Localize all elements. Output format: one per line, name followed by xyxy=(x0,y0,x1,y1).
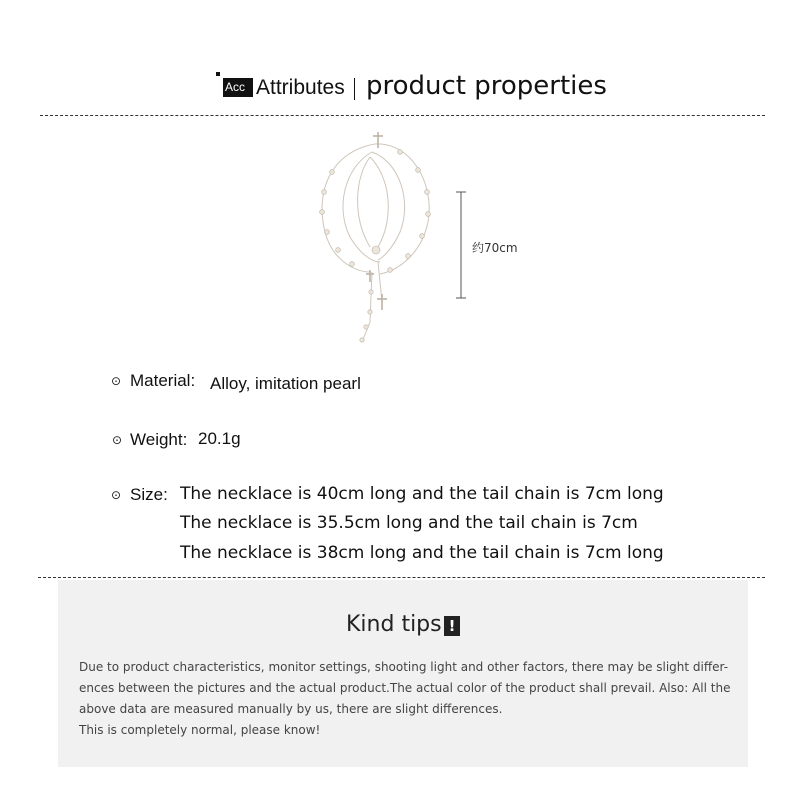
size-label: Size: xyxy=(130,485,168,504)
acc-badge: Acc xyxy=(223,78,253,97)
material-label: Material: xyxy=(130,371,196,390)
tips-line: This is completely normal, please know! xyxy=(79,723,321,737)
weight-value: 20.1g xyxy=(198,429,241,448)
material-bullet-icon: ⊙ xyxy=(111,374,122,388)
exclamation-icon: ! xyxy=(444,616,460,636)
material-value: Alloy, imitation pearl xyxy=(210,374,361,393)
weight-label: Weight: xyxy=(130,430,188,449)
necklace-image xyxy=(300,122,540,352)
length-measurement: 约70cm xyxy=(472,241,518,255)
header-dot xyxy=(216,72,220,76)
size-line-3: The necklace is 38cm long and the tail chain is 7cm long xyxy=(180,543,664,563)
tips-title: Kind tips xyxy=(346,612,442,637)
tips-line: above data are measured manually by us, there are slight differences. xyxy=(79,702,503,716)
header-separator xyxy=(354,78,355,100)
attributes-label: Attributes xyxy=(256,76,345,99)
page-title: product properties xyxy=(366,71,607,101)
tips-line: ences between the pictures and the actual product.The actual color of the product shall prevail. Also: All the xyxy=(79,681,731,695)
bottom-divider xyxy=(38,577,765,578)
size-bullet-icon: ⊙ xyxy=(111,488,122,502)
weight-bullet-icon: ⊙ xyxy=(112,433,123,447)
size-line-1: The necklace is 40cm long and the tail chain is 7cm long xyxy=(180,484,664,504)
tips-line: Due to product characteristics, monitor settings, shooting light and other factors, there may be slight differ- xyxy=(79,660,729,674)
top-divider xyxy=(40,115,765,116)
tips-text xyxy=(79,657,739,741)
size-line-2: The necklace is 35.5cm long and the tail chain is 7cm xyxy=(180,513,638,533)
